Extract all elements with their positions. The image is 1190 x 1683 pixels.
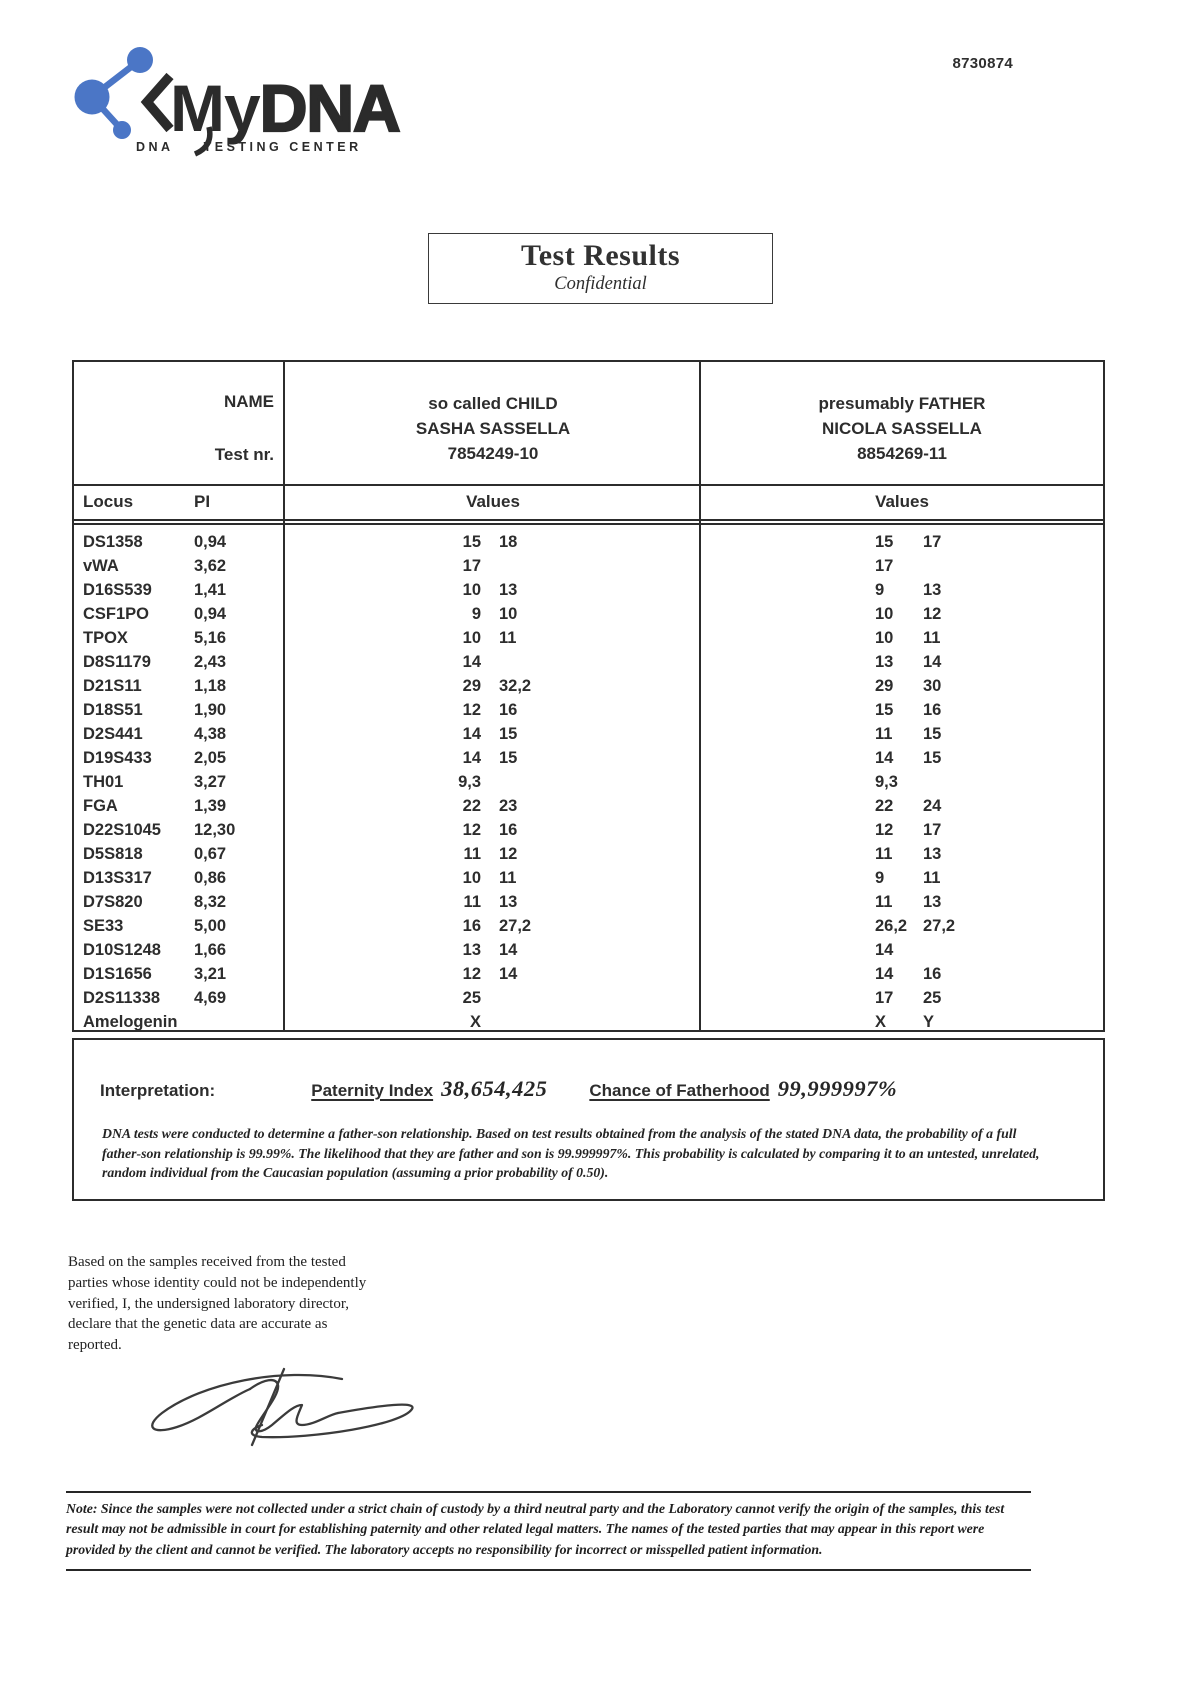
pi-value: 1,39 [194, 797, 227, 815]
child-values-cell [285, 674, 701, 698]
logo-wordmark [170, 71, 400, 145]
table-row [74, 770, 1103, 794]
child-allele-2: 16 [499, 821, 518, 839]
chance-of-fatherhood [589, 1076, 897, 1102]
locus-label: SE33 [83, 917, 124, 935]
party-header-row [74, 362, 1103, 486]
father-party-header [701, 362, 1103, 484]
locus-label: D7S820 [83, 893, 143, 911]
child-allele-1: 9,3 [458, 773, 481, 791]
child-values-cell [285, 818, 701, 842]
locus-label: DS1358 [83, 533, 143, 551]
father-allele-2: 17 [923, 821, 942, 839]
child-values-cell [285, 914, 701, 938]
pi-value: 1,66 [194, 941, 227, 959]
locus-label: D21S11 [83, 677, 142, 695]
father-allele-2: 30 [923, 677, 942, 695]
locus-header: Locus [83, 492, 134, 511]
father-values-cell [701, 914, 1103, 938]
signature-image [132, 1365, 432, 1450]
child-allele-2: 11 [499, 629, 517, 647]
child-values-cell [285, 722, 701, 746]
child-allele-1: 10 [462, 629, 481, 647]
father-values-cell [701, 626, 1103, 650]
father-values-cell [701, 818, 1103, 842]
father-role: presumably FATHER [818, 394, 986, 413]
child-allele-1: 29 [462, 677, 481, 695]
child-allele-2: 14 [499, 965, 518, 983]
locus-pi-cell [74, 914, 285, 938]
logo-tagline-right: TESTING CENTER [203, 140, 362, 154]
locus-label: FGA [83, 797, 118, 815]
child-allele-2: 14 [499, 941, 518, 959]
table-row [74, 674, 1103, 698]
father-values-cell [701, 698, 1103, 722]
locus-label: vWA [83, 557, 119, 575]
table-row [74, 890, 1103, 914]
child-allele-2: 18 [499, 533, 518, 551]
interpretation-box [72, 1038, 1105, 1201]
child-values-cell [285, 938, 701, 962]
father-values-cell [701, 986, 1103, 1010]
child-allele-1: 11 [463, 893, 481, 911]
pi-value: 1,41 [194, 581, 227, 599]
locus-label: TPOX [83, 629, 128, 647]
child-allele-1: 10 [462, 581, 481, 599]
locus-pi-cell [74, 722, 285, 746]
father-values-cell [701, 650, 1103, 674]
locus-pi-cell [74, 578, 285, 602]
child-allele-1: 14 [462, 653, 481, 671]
table-row [74, 698, 1103, 722]
paternity-index [311, 1076, 547, 1102]
child-allele-2: 16 [499, 701, 518, 719]
locus-label: D1S1656 [83, 965, 152, 983]
father-allele-1: 11 [875, 845, 893, 863]
table-row [74, 794, 1103, 818]
father-allele-2: 11 [923, 629, 941, 647]
pi-value: 1,18 [194, 677, 227, 695]
child-values-cell [285, 578, 701, 602]
locus-pi-cell [74, 938, 285, 962]
locus-pi-cell [74, 842, 285, 866]
child-values-cell [285, 602, 701, 626]
father-allele-2: 15 [923, 749, 942, 767]
father-values-cell [701, 554, 1103, 578]
child-values-cell [285, 962, 701, 986]
father-allele-1: 12 [875, 821, 894, 839]
table-row [74, 986, 1103, 1010]
father-allele-2: 25 [923, 989, 942, 1007]
interpretation-label: Interpretation: [100, 1081, 216, 1100]
pi-value: 2,43 [194, 653, 227, 671]
pi-value: 3,21 [194, 965, 227, 983]
declaration-text: Based on the samples received from the tested parties whose identity could not be independently verified, I, the undersigned laboratory director, declare that the genetic data are accurate as reported. [68, 1254, 367, 1354]
table-divider [283, 362, 285, 1030]
locus-label: CSF1PO [83, 605, 150, 623]
locus-label: D5S818 [83, 845, 143, 863]
locus-pi-cell [74, 890, 285, 914]
logo-dna: DNA [259, 71, 400, 145]
locus-pi-cell [74, 650, 285, 674]
father-values-cell [701, 794, 1103, 818]
child-values-cell [285, 890, 701, 914]
table-row [74, 530, 1103, 554]
pi-value: 12,30 [194, 821, 236, 839]
page-title: Test Results [520, 239, 681, 272]
locus-pi-cell [74, 698, 285, 722]
logo-my: My [170, 71, 260, 145]
child-allele-2: 15 [499, 725, 518, 743]
child-allele-1: X [469, 1013, 481, 1031]
locus-pi-cell [74, 794, 285, 818]
father-allele-2: 16 [923, 701, 942, 719]
locus-label: D18S51 [83, 701, 143, 719]
child-allele-1: 14 [462, 749, 481, 767]
father-allele-1: 9 [875, 869, 885, 887]
father-allele-1: 17 [875, 989, 894, 1007]
father-values-header: Values [875, 492, 929, 511]
father-allele-1: 14 [875, 965, 894, 983]
father-allele-2: Y [923, 1013, 935, 1031]
child-values-cell [285, 698, 701, 722]
locus-label: D2S11338 [83, 989, 161, 1007]
locus-pi-cell [74, 866, 285, 890]
column-header-row [74, 486, 1103, 525]
child-values-cell [285, 794, 701, 818]
note-text: Note: Since the samples were not collected under a strict chain of custody by a third neutral party and the Laboratory cannot verify the origin of the samples, this test result may not be admissible in court for establishing paternity and other related legal matters. The names of the tested parties that may appear in this report were provided by the client and cannot be verified. The laboratory accepts no responsibility for incorrect or misspelled patient information. [66, 1491, 1031, 1571]
father-allele-1: 11 [875, 893, 893, 911]
child-allele-1: 12 [462, 965, 481, 983]
child-values-cell [285, 986, 701, 1010]
locus-pi-cell [74, 602, 285, 626]
child-allele-2: 11 [499, 869, 517, 887]
child-allele-1: 25 [462, 989, 481, 1007]
table-row [74, 554, 1103, 578]
father-values-cell [701, 770, 1103, 794]
child-values-cell [285, 554, 701, 578]
father-values-cell [701, 722, 1103, 746]
locus-pi-cell [74, 530, 285, 554]
testnr-label: Test nr. [214, 445, 274, 464]
child-testnr: 7854249-10 [447, 444, 539, 463]
child-allele-2: 27,2 [499, 917, 532, 935]
table-row [74, 1010, 1103, 1034]
locus-label: D19S433 [83, 749, 152, 767]
pi-value: 0,67 [194, 845, 227, 863]
father-allele-1: 9 [875, 581, 885, 599]
child-allele-2: 23 [499, 797, 518, 815]
locus-pi-cell [74, 770, 285, 794]
father-allele-2: 13 [923, 581, 942, 599]
father-allele-2: 16 [923, 965, 942, 983]
locus-label: Amelogenin [83, 1013, 178, 1031]
table-row [74, 962, 1103, 986]
child-values-cell [285, 530, 701, 554]
child-name: SASHA SASSELLA [415, 419, 571, 438]
father-values-cell [701, 602, 1103, 626]
child-values-cell [285, 746, 701, 770]
child-allele-1: 15 [462, 533, 481, 551]
child-allele-1: 22 [462, 797, 481, 815]
interpretation-body: DNA tests were conducted to determine a father-son relationship. Based on test results obtained from the analysis of the stated DNA data, the probability of a full father-son relationship is 99.99%. The likelihood that they are father and son is 99.999997%. This probability is calculated by comparing it to an untested, unrelated, random individual from the Caucasian population (assuming a prior probability of 0.50). [102, 1126, 1040, 1181]
father-allele-1: 15 [875, 701, 894, 719]
child-allele-1: 9 [471, 605, 481, 623]
father-values-cell [701, 674, 1103, 698]
child-values-cell [285, 770, 701, 794]
chance-value: 99,999997% [777, 1076, 898, 1101]
table-row [74, 938, 1103, 962]
table-row [74, 842, 1103, 866]
logo-tagline-left: DNA [136, 140, 174, 154]
father-values-cell [701, 578, 1103, 602]
father-values-cell [701, 890, 1103, 914]
paternity-index-label: Paternity Index [311, 1081, 434, 1100]
father-allele-2: 14 [923, 653, 942, 671]
child-allele-2: 15 [499, 749, 518, 767]
name-label: NAME [223, 392, 274, 411]
father-allele-2: 27,2 [923, 917, 956, 935]
locus-label: D2S441 [83, 725, 143, 743]
party-header-labels [74, 362, 285, 484]
child-allele-1: 10 [462, 869, 481, 887]
father-allele-1: 10 [875, 605, 894, 623]
father-values-cell [701, 1010, 1103, 1034]
father-allele-2: 11 [923, 869, 941, 887]
child-allele-1: 14 [462, 725, 481, 743]
father-values-cell [701, 938, 1103, 962]
father-name: NICOLA SASSELLA [822, 419, 982, 438]
table-row [74, 722, 1103, 746]
results-table [72, 360, 1105, 1032]
locus-pi-cell [74, 818, 285, 842]
father-allele-1: 14 [875, 941, 894, 959]
pi-header: PI [194, 492, 211, 511]
pi-value: 0,94 [194, 533, 227, 551]
pi-value: 0,86 [194, 869, 227, 887]
father-values-cell [701, 842, 1103, 866]
locus-pi-cell [74, 626, 285, 650]
table-row [74, 818, 1103, 842]
father-allele-1: X [875, 1013, 887, 1031]
locus-pi-cell [74, 746, 285, 770]
child-values-cell [285, 626, 701, 650]
father-allele-2: 17 [923, 533, 942, 551]
paternity-index-value: 38,654,425 [441, 1076, 548, 1101]
father-allele-1: 17 [875, 557, 894, 575]
father-values-cell [701, 530, 1103, 554]
father-values-cell [701, 866, 1103, 890]
child-allele-2: 13 [499, 893, 518, 911]
locus-label: TH01 [83, 773, 124, 791]
child-allele-2: 32,2 [499, 677, 532, 695]
pi-value: 3,27 [194, 773, 227, 791]
child-party-header [285, 362, 701, 484]
father-allele-1: 11 [875, 725, 893, 743]
locus-pi-cell [74, 962, 285, 986]
pi-value: 5,16 [194, 629, 227, 647]
father-allele-1: 26,2 [875, 917, 908, 935]
table-row [74, 578, 1103, 602]
child-values-cell [285, 650, 701, 674]
child-allele-1: 11 [463, 845, 481, 863]
father-allele-1: 9,3 [875, 773, 898, 791]
child-values-cell [285, 842, 701, 866]
child-values-cell [285, 1010, 701, 1034]
locus-pi-cell [74, 986, 285, 1010]
table-row [74, 602, 1103, 626]
pi-value: 5,00 [194, 917, 227, 935]
father-allele-2: 13 [923, 845, 942, 863]
father-allele-1: 29 [875, 677, 894, 695]
father-allele-1: 14 [875, 749, 894, 767]
confidential-label: Confidential [554, 274, 647, 294]
pi-value: 0,94 [194, 605, 227, 623]
pi-value: 4,38 [194, 725, 227, 743]
father-allele-2: 13 [923, 893, 942, 911]
table-row [74, 866, 1103, 890]
locus-pi-cell [74, 674, 285, 698]
father-values-cell [701, 746, 1103, 770]
chance-label: Chance of Fatherhood [589, 1081, 770, 1100]
child-allele-1: 12 [462, 821, 481, 839]
father-allele-2: 15 [923, 725, 942, 743]
father-allele-2: 24 [923, 797, 942, 815]
child-allele-1: 17 [462, 557, 481, 575]
table-row [74, 626, 1103, 650]
title-box [428, 233, 773, 304]
father-allele-2: 12 [923, 605, 942, 623]
locus-label: D13S317 [83, 869, 152, 887]
child-allele-2: 12 [499, 845, 518, 863]
child-role: so called CHILD [428, 394, 558, 413]
table-divider [699, 362, 701, 1030]
locus-label: D22S1045 [83, 821, 161, 839]
pi-value: 2,05 [194, 749, 227, 767]
child-values-header: Values [466, 492, 520, 511]
reference-number: 8730874 [952, 55, 1013, 72]
locus-label: D16S539 [83, 581, 152, 599]
child-allele-2: 10 [499, 605, 518, 623]
logo-tagline [136, 141, 362, 154]
table-row [74, 746, 1103, 770]
child-allele-2: 13 [499, 581, 518, 599]
pi-value: 4,69 [194, 989, 227, 1007]
father-allele-1: 13 [875, 653, 894, 671]
father-allele-1: 10 [875, 629, 894, 647]
pi-value: 8,32 [194, 893, 227, 911]
pi-value: 1,90 [194, 701, 227, 719]
father-values-cell [701, 962, 1103, 986]
locus-pi-header [74, 486, 285, 519]
child-allele-1: 12 [462, 701, 481, 719]
interpretation-line [74, 1040, 1103, 1102]
father-testnr: 8854269-11 [857, 444, 947, 463]
locus-pi-cell [74, 1010, 285, 1034]
locus-label: D10S1248 [83, 941, 161, 959]
locus-label: D8S1179 [83, 653, 151, 671]
child-allele-1: 16 [462, 917, 481, 935]
child-values-cell [285, 866, 701, 890]
locus-pi-cell [74, 554, 285, 578]
father-allele-1: 15 [875, 533, 894, 551]
pi-value: 3,62 [194, 557, 227, 575]
father-allele-1: 22 [875, 797, 894, 815]
table-row [74, 914, 1103, 938]
table-row [74, 650, 1103, 674]
child-allele-1: 13 [462, 941, 481, 959]
results-rows [74, 525, 1103, 1034]
